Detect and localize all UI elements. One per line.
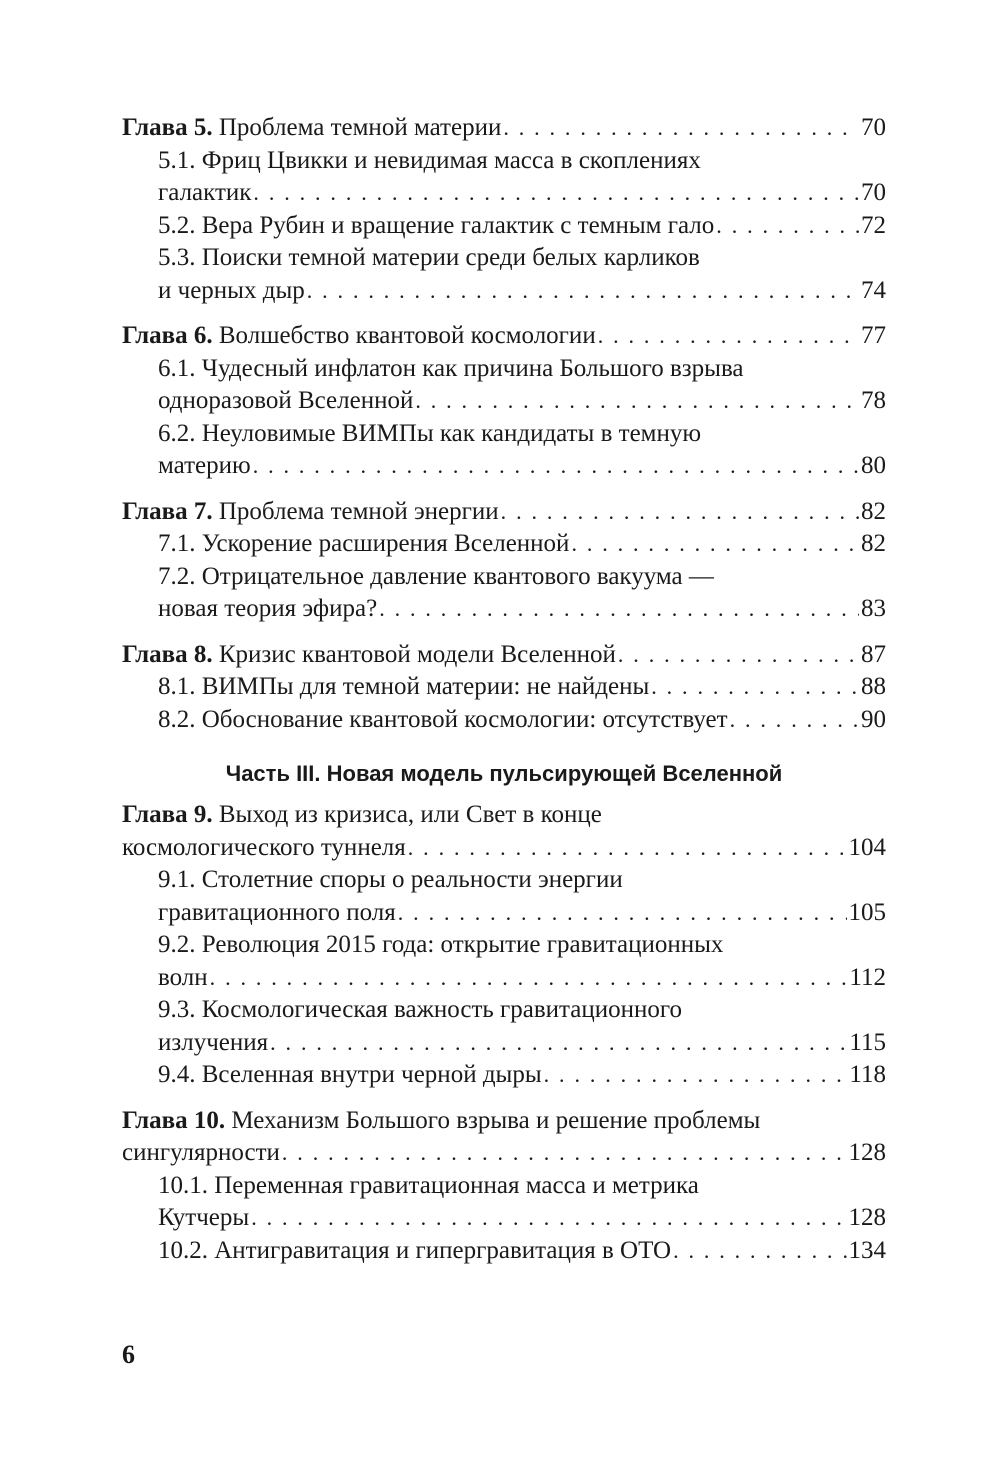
toc-section-9-1-cont bbox=[122, 897, 886, 930]
toc-section-5-1 bbox=[122, 145, 886, 178]
section-title-cont: одноразовой Вселенной bbox=[158, 387, 414, 414]
section-title-cont: галактик bbox=[158, 179, 252, 206]
chapter-title: Волшебство квантовой космологии bbox=[218, 322, 596, 349]
page-ref: 78 bbox=[861, 387, 886, 414]
page-ref: 83 bbox=[861, 595, 886, 622]
section-title: 5.3. Поиски темной материи среди белых карликов bbox=[158, 244, 700, 271]
section-title-cont: новая теория эфира? bbox=[158, 595, 378, 622]
page-ref: 134 bbox=[848, 1236, 886, 1264]
leader-dots bbox=[210, 962, 848, 995]
toc-section-9-2 bbox=[122, 929, 886, 962]
leader-dots bbox=[408, 832, 847, 865]
toc-section-10-2 bbox=[122, 1235, 886, 1268]
leader-dots bbox=[501, 496, 859, 529]
section-title: 9.4. Вселенная внутри черной дыры bbox=[158, 1061, 542, 1088]
section-title-cont: гравитационного поля bbox=[158, 898, 396, 926]
chapter-label: Глава 10. bbox=[122, 1106, 226, 1134]
page-ref: 80 bbox=[861, 452, 886, 479]
section-title-cont: излучения bbox=[158, 1028, 269, 1056]
toc-section-9-3-cont bbox=[122, 1027, 886, 1060]
toc-section-9-4 bbox=[122, 1059, 886, 1092]
chapter-title: Проблема темной материи bbox=[218, 114, 502, 141]
leader-dots bbox=[503, 112, 859, 145]
leader-dots bbox=[651, 671, 859, 704]
leader-dots bbox=[307, 275, 859, 308]
leader-dots bbox=[673, 1235, 846, 1268]
toc-section-5-3 bbox=[122, 242, 886, 275]
section-title-cont: Кутчеры bbox=[158, 1204, 250, 1231]
toc-section-9-3 bbox=[122, 994, 886, 1027]
toc-chapter-9 bbox=[122, 799, 886, 832]
section-title: 8.1. ВИМПы для темной материи: не найдены bbox=[158, 673, 650, 700]
chapter-title: Механизм Большого взрыва и решение проблемы bbox=[231, 1106, 761, 1134]
toc-section-6-1-cont bbox=[122, 385, 886, 418]
toc-section-10-1 bbox=[122, 1170, 886, 1203]
leader-dots bbox=[716, 210, 859, 243]
part-heading: Часть III. Новая модель пульсирующей Вселенной bbox=[225, 761, 783, 786]
leader-dots bbox=[730, 704, 859, 737]
toc-section-10-1-cont bbox=[122, 1202, 886, 1235]
page-ref: 87 bbox=[861, 640, 886, 668]
leader-dots bbox=[253, 450, 859, 483]
toc-section-9-2-cont bbox=[122, 962, 886, 995]
toc-section-7-2-cont bbox=[122, 593, 886, 626]
chapter-label: Глава 9. bbox=[122, 801, 213, 828]
section-title: 10.2. Антигравитация и гипергравитация в ОТО bbox=[158, 1236, 672, 1264]
page-ref: 74 bbox=[861, 276, 886, 304]
page-ref: 128 bbox=[848, 1204, 886, 1231]
page-ref: 112 bbox=[849, 963, 886, 991]
page-ref: 104 bbox=[848, 833, 886, 861]
toc-section-8-2 bbox=[122, 704, 886, 737]
toc-chapter-8 bbox=[122, 639, 886, 672]
page-ref: 88 bbox=[861, 673, 886, 700]
section-title: 7.1. Ускорение расширения Вселенной bbox=[158, 530, 570, 557]
page-ref: 82 bbox=[861, 497, 886, 525]
page-ref: 118 bbox=[849, 1061, 886, 1088]
toc-chapter-9-cont bbox=[122, 832, 886, 865]
page-ref: 90 bbox=[861, 705, 886, 733]
page-ref: 72 bbox=[861, 211, 886, 239]
chapter-label: Глава 7. bbox=[122, 497, 213, 525]
section-title-cont: волн bbox=[158, 963, 208, 991]
chapter-label: Глава 5. bbox=[122, 114, 213, 141]
leader-dots bbox=[251, 1202, 846, 1235]
leader-dots bbox=[379, 593, 859, 626]
toc-chapter-6 bbox=[122, 320, 886, 353]
toc-section-7-2 bbox=[122, 561, 886, 594]
leader-dots bbox=[618, 639, 859, 672]
chapter-label: Глава 8. bbox=[122, 640, 213, 668]
page-ref: 70 bbox=[861, 179, 886, 206]
page-ref: 115 bbox=[849, 1028, 886, 1056]
leader-dots bbox=[571, 528, 859, 561]
section-title: 6.2. Неуловимые ВИМПы как кандидаты в темную bbox=[158, 419, 702, 447]
page-number: 6 bbox=[122, 1340, 135, 1369]
page-ref: 77 bbox=[861, 322, 886, 349]
leader-dots bbox=[282, 1137, 847, 1170]
toc-section-9-1 bbox=[122, 864, 886, 897]
page-ref: 82 bbox=[861, 530, 886, 557]
leader-dots bbox=[270, 1027, 847, 1060]
leader-dots bbox=[398, 897, 847, 930]
page-ref: 70 bbox=[861, 114, 886, 141]
chapter-title-cont: сингулярности bbox=[122, 1139, 280, 1166]
toc-section-5-3-cont bbox=[122, 275, 886, 308]
toc-chapter-10-cont bbox=[122, 1137, 886, 1170]
toc-section-8-1 bbox=[122, 671, 886, 704]
section-title-cont: и черных дыр bbox=[158, 276, 305, 304]
leader-dots bbox=[415, 385, 859, 418]
section-title: 9.1. Столетние споры о реальности энергии bbox=[158, 866, 623, 893]
toc-section-6-2-cont bbox=[122, 450, 886, 483]
chapter-title: Выход из кризиса, или Свет в конце bbox=[218, 801, 602, 828]
section-title: 9.2. Революция 2015 года: открытие гравитационных bbox=[158, 931, 724, 958]
toc-section-7-1 bbox=[122, 528, 886, 561]
toc-section-6-1 bbox=[122, 353, 886, 386]
toc-section-5-1-cont bbox=[122, 177, 886, 210]
section-title: 10.1. Переменная гравитационная масса и метрика bbox=[158, 1171, 699, 1199]
toc-chapter-10 bbox=[122, 1105, 886, 1138]
page-ref: 105 bbox=[848, 898, 886, 926]
table-of-contents bbox=[122, 112, 886, 1267]
toc-section-6-2 bbox=[122, 418, 886, 451]
section-title: 5.1. Фриц Цвикки и невидимая масса в скоплениях bbox=[158, 146, 701, 174]
chapter-title: Проблема темной энергии bbox=[218, 497, 499, 525]
section-title: 9.3. Космологическая важность гравитационного bbox=[158, 996, 683, 1023]
toc-chapter-7 bbox=[122, 496, 886, 529]
section-title: 7.2. Отрицательное давление квантового вакуума — bbox=[158, 562, 714, 590]
section-title-cont: материю bbox=[158, 452, 251, 479]
section-title: 6.1. Чудесный инфлатон как причина Большого взрыва bbox=[158, 354, 744, 382]
toc-chapter-5 bbox=[122, 112, 886, 145]
leader-dots bbox=[598, 320, 859, 353]
page-ref: 128 bbox=[848, 1139, 886, 1166]
leader-dots bbox=[544, 1059, 848, 1092]
toc-section-5-2 bbox=[122, 210, 886, 243]
chapter-title: Кризис квантовой модели Вселенной bbox=[218, 640, 616, 668]
chapter-label: Глава 6. bbox=[122, 322, 213, 349]
section-title: 8.2. Обоснование квантовой космологии: отсутствует bbox=[158, 705, 728, 733]
leader-dots bbox=[253, 177, 859, 210]
section-title: 5.2. Вера Рубин и вращение галактик с темным гало bbox=[158, 211, 715, 239]
chapter-title-cont: космологического туннеля bbox=[122, 833, 406, 861]
